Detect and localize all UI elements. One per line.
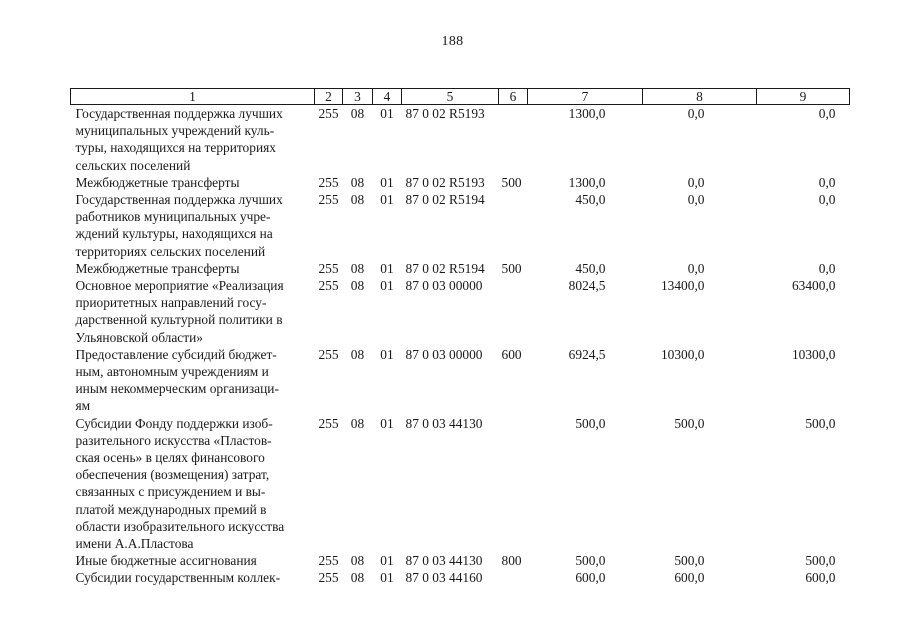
description-line: работников муниципальных учре- — [75, 209, 271, 225]
description-line: приоритетных направлений госу- — [75, 295, 267, 311]
cell-amount-year2: 13400,0 — [660, 278, 705, 294]
description-line: связанных с присуждением и вы- — [75, 484, 266, 500]
cell-expense-type — [499, 415, 528, 553]
table-row — [71, 415, 850, 553]
column-header-8: 8 — [643, 89, 757, 105]
cell-section: 08 — [350, 553, 365, 569]
description-line: имени А.А.Пластова — [75, 536, 194, 552]
page-number: 188 — [441, 34, 464, 49]
description-line: Ульяновской области» — [75, 329, 203, 345]
cell-amount-year2: 500,0 — [674, 415, 705, 431]
cell-amount-year3: 0,0 — [818, 106, 836, 121]
table-header — [71, 89, 850, 105]
description-line: территориях сельских поселений — [75, 243, 266, 259]
cell-amount-year3: 500,0 — [805, 553, 836, 569]
cell-expense-type: 800 — [501, 553, 522, 569]
cell-expense-type — [499, 277, 528, 346]
cell-expense-type: 600 — [501, 346, 522, 362]
budget-table — [70, 88, 850, 587]
cell-amount-year2: 500,0 — [674, 553, 705, 569]
cell-chapter: 255 — [318, 553, 339, 569]
cell-chapter: 255 — [318, 192, 339, 208]
cell-amount-year1: 8024,5 — [568, 278, 606, 294]
cell-target-article: 87 0 02 R5194 — [405, 192, 485, 208]
cell-amount-year2: 0,0 — [687, 174, 705, 190]
table-row — [71, 260, 850, 277]
description-line: муниципальных учреждений куль- — [75, 123, 275, 139]
cell-amount-year2: 600,0 — [674, 570, 705, 586]
description-line: сельских поселений — [75, 157, 191, 173]
column-header-9: 9 — [757, 89, 850, 105]
description-line: Основное мероприятие «Реализация — [75, 278, 284, 294]
cell-amount-year3: 0,0 — [818, 174, 836, 190]
cell-target-article: 87 0 03 44130 — [405, 415, 483, 431]
description-line: ская осень» в целях финансового — [75, 450, 265, 466]
cell-section: 08 — [350, 106, 365, 121]
cell-amount-year2: 0,0 — [687, 260, 705, 276]
table-header-row — [71, 89, 850, 105]
cell-subsection: 01 — [380, 278, 394, 294]
cell-chapter: 255 — [318, 260, 339, 276]
description-line: платой международных премий в — [75, 501, 267, 517]
table-row — [71, 174, 850, 191]
cell-description — [71, 174, 315, 191]
cell-description — [71, 415, 315, 553]
description-line: разительного искусства «Пластов- — [75, 432, 272, 448]
cell-section: 08 — [350, 278, 365, 294]
cell-description — [71, 552, 315, 569]
description-line: ждений культуры, находящихся на — [75, 226, 273, 242]
description-line: иным некоммерческим организаци- — [75, 381, 279, 397]
cell-expense-type — [499, 569, 528, 586]
cell-description — [71, 277, 315, 346]
description-line: Субсидии Фонду поддержки изоб- — [75, 415, 273, 431]
cell-target-article: 87 0 02 R5193 — [405, 174, 485, 190]
cell-amount-year1: 450,0 — [575, 192, 606, 208]
cell-subsection: 01 — [380, 553, 394, 569]
cell-amount-year3: 600,0 — [805, 570, 836, 586]
cell-amount-year1: 500,0 — [575, 553, 606, 569]
cell-description — [71, 569, 315, 586]
cell-subsection: 01 — [380, 570, 394, 586]
cell-description — [71, 260, 315, 277]
cell-section: 08 — [350, 174, 365, 190]
cell-description — [71, 105, 315, 174]
cell-target-article: 87 0 02 R5194 — [405, 260, 485, 276]
cell-amount-year3: 63400,0 — [791, 278, 836, 294]
cell-section: 08 — [350, 192, 365, 208]
description-line: Иные бюджетные ассигнования — [75, 553, 257, 569]
description-line: туры, находящихся на территориях — [75, 140, 276, 156]
cell-target-article: 87 0 03 44130 — [405, 553, 483, 569]
description-line: ям — [75, 398, 91, 414]
column-header-5: 5 — [402, 89, 499, 105]
cell-chapter: 255 — [318, 346, 339, 362]
cell-expense-type — [499, 105, 528, 174]
column-header-2: 2 — [315, 89, 343, 105]
cell-amount-year1: 600,0 — [575, 570, 606, 586]
cell-amount-year3: 0,0 — [818, 260, 836, 276]
table-row — [71, 346, 850, 415]
cell-chapter: 255 — [318, 278, 339, 294]
description-line: Межбюджетные трансферты — [75, 260, 240, 276]
table-row — [71, 569, 850, 586]
cell-target-article: 87 0 02 R5193 — [405, 106, 485, 121]
cell-expense-type: 500 — [501, 260, 522, 276]
cell-amount-year3: 500,0 — [805, 415, 836, 431]
description-line: Государственная поддержка лучших — [75, 106, 283, 121]
cell-subsection: 01 — [380, 192, 394, 208]
cell-amount-year2: 10300,0 — [660, 346, 705, 362]
table-row — [71, 105, 850, 174]
table-row — [71, 191, 850, 260]
cell-amount-year2: 0,0 — [687, 106, 705, 121]
cell-chapter: 255 — [318, 106, 339, 121]
cell-chapter: 255 — [318, 174, 339, 190]
cell-description — [71, 346, 315, 415]
description-line: ным, автономным учреждениям и — [75, 364, 269, 380]
cell-chapter: 255 — [318, 415, 339, 431]
cell-section: 08 — [350, 415, 365, 431]
column-header-1: 1 — [71, 89, 315, 105]
description-line: обеспечения (возмещения) затрат, — [75, 467, 270, 483]
cell-description — [71, 191, 315, 260]
column-header-6: 6 — [499, 89, 528, 105]
table-body — [71, 105, 850, 587]
cell-amount-year1: 6924,5 — [568, 346, 606, 362]
cell-amount-year2: 0,0 — [687, 192, 705, 208]
table-row — [71, 277, 850, 346]
cell-chapter: 255 — [318, 570, 339, 586]
cell-amount-year3: 10300,0 — [791, 346, 836, 362]
cell-amount-year1: 500,0 — [575, 415, 606, 431]
description-line: области изобразительного искусства — [75, 518, 285, 534]
cell-amount-year3: 0,0 — [818, 192, 836, 208]
description-line: Межбюджетные трансферты — [75, 174, 240, 190]
description-line: Субсидии государственным коллек- — [75, 570, 281, 586]
cell-subsection: 01 — [380, 346, 394, 362]
cell-amount-year1: 1300,0 — [568, 174, 606, 190]
column-header-7: 7 — [528, 89, 643, 105]
cell-target-article: 87 0 03 44160 — [405, 570, 483, 586]
cell-target-article: 87 0 03 00000 — [405, 346, 483, 362]
cell-subsection: 01 — [380, 260, 394, 276]
cell-section: 08 — [350, 570, 365, 586]
cell-section: 08 — [350, 346, 365, 362]
description-line: Государственная поддержка лучших — [75, 192, 283, 208]
table-row — [71, 552, 850, 569]
column-header-3: 3 — [343, 89, 373, 105]
cell-expense-type: 500 — [501, 174, 522, 190]
cell-section: 08 — [350, 260, 365, 276]
cell-subsection: 01 — [380, 106, 394, 121]
cell-amount-year1: 450,0 — [575, 260, 606, 276]
cell-amount-year1: 1300,0 — [568, 106, 606, 121]
description-line: Предоставление субсидий бюджет- — [75, 346, 277, 362]
description-line: дарственной культурной политики в — [75, 312, 283, 328]
cell-target-article: 87 0 03 00000 — [405, 278, 483, 294]
column-header-4: 4 — [373, 89, 402, 105]
cell-expense-type — [499, 191, 528, 260]
cell-subsection: 01 — [380, 174, 394, 190]
cell-subsection: 01 — [380, 415, 394, 431]
